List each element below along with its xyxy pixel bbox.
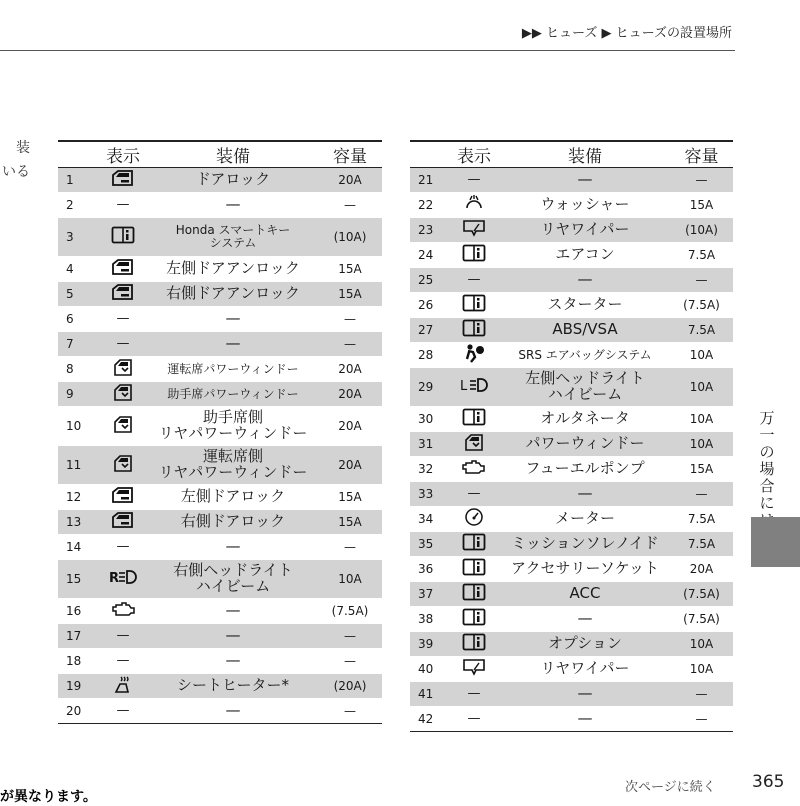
fuse-number: 33	[410, 482, 448, 507]
fuse-capacity: —	[318, 624, 382, 649]
svg-text:R: R	[109, 571, 120, 586]
fuse-capacity: (10A)	[670, 218, 733, 243]
fuse-number: 8	[58, 357, 98, 382]
fuse-capacity: —	[318, 535, 382, 560]
fuse-equipment: フューエルポンプ	[500, 457, 670, 482]
fuse-row	[58, 218, 382, 257]
meter-icon	[463, 507, 485, 531]
fuse-equipment: 右側ヘッドライト ハイビーム	[148, 560, 318, 599]
power-window-icon	[463, 432, 485, 456]
fuse-display	[98, 485, 148, 510]
fuse-capacity: —	[670, 707, 733, 732]
fuse-equipment: —	[148, 624, 318, 649]
fuse-row	[410, 268, 733, 293]
fuse-table-right	[410, 140, 733, 732]
fuse-equipment: 左側ドアアンロック	[148, 257, 318, 282]
fuse-capacity: 15A	[318, 257, 382, 282]
fuse-equipment: 右側ドアアンロック	[148, 282, 318, 307]
door-lock-icon	[111, 283, 135, 305]
fuse-row	[410, 432, 733, 457]
fuse-equipment: —	[148, 599, 318, 624]
fuse-display	[98, 407, 148, 446]
fuse-display	[448, 557, 500, 582]
column-header-display: 表示	[98, 141, 148, 168]
fuse-capacity: 10A	[670, 657, 733, 682]
fuse-number: 2	[58, 193, 98, 218]
column-header-capacity: 容量	[318, 141, 382, 168]
info-book-icon	[462, 244, 486, 266]
fuse-capacity: 20A	[670, 557, 733, 582]
fuse-display	[448, 218, 500, 243]
fuse-equipment: パワーウィンドー	[500, 432, 670, 457]
fuse-number: 3	[58, 218, 98, 257]
fuse-capacity: —	[670, 168, 733, 193]
seat-heater-icon	[112, 674, 134, 698]
column-header-num	[410, 141, 448, 168]
fuse-number: 5	[58, 282, 98, 307]
fuse-display	[448, 657, 500, 682]
continued-next-page: 次ページに続く	[625, 780, 716, 795]
fuse-display	[448, 293, 500, 318]
fuse-capacity: 20A	[318, 446, 382, 485]
fuse-number: 14	[58, 535, 98, 560]
fuse-number: 39	[410, 632, 448, 657]
fuse-equipment: ABS/VSA	[500, 318, 670, 343]
fuse-number: 6	[58, 307, 98, 332]
fuse-display	[98, 510, 148, 535]
fuse-capacity: (7.5A)	[318, 599, 382, 624]
fuse-row	[58, 407, 382, 446]
fuse-capacity: —	[318, 307, 382, 332]
fuse-number: 21	[410, 168, 448, 193]
fuse-capacity: 15A	[318, 510, 382, 535]
fuse-capacity: 20A	[318, 382, 382, 407]
fuse-capacity: (7.5A)	[670, 582, 733, 607]
fuse-display	[98, 357, 148, 382]
fuse-capacity: 10A	[670, 407, 733, 432]
fuse-capacity: —	[318, 649, 382, 674]
left-headlight-icon	[460, 377, 488, 397]
fuse-display	[448, 507, 500, 532]
fuse-equipment: エアコン	[500, 243, 670, 268]
fuse-equipment: —	[148, 535, 318, 560]
fuse-number: 27	[410, 318, 448, 343]
fuse-row	[58, 307, 382, 332]
fuse-display	[98, 282, 148, 307]
fuse-number: 30	[410, 407, 448, 432]
bottom-text-fragment: が異なります。	[0, 789, 97, 805]
fuse-number: 9	[58, 382, 98, 407]
fuse-equipment: メーター	[500, 507, 670, 532]
fuse-capacity: 20A	[318, 357, 382, 382]
fuse-display	[448, 193, 500, 218]
fuse-equipment: —	[500, 682, 670, 707]
column-header-equipment: 装備	[148, 141, 318, 168]
fuse-equipment: ウォッシャー	[500, 193, 670, 218]
fuse-number: 34	[410, 507, 448, 532]
fuse-number: 15	[58, 560, 98, 599]
fuse-display	[448, 432, 500, 457]
fuse-capacity: —	[670, 482, 733, 507]
fuse-capacity: 10A	[670, 343, 733, 368]
fuse-row	[410, 657, 733, 682]
door-lock-icon	[111, 511, 135, 533]
fuse-capacity: —	[318, 193, 382, 218]
column-header-display: 表示	[448, 141, 500, 168]
fuse-display: —	[98, 535, 148, 560]
fuse-number: 4	[58, 257, 98, 282]
info-book-icon	[462, 408, 486, 430]
fuse-row	[410, 168, 733, 193]
fuse-display	[98, 257, 148, 282]
fuse-capacity: 20A	[318, 168, 382, 193]
fuse-capacity: (20A)	[318, 674, 382, 699]
fuse-capacity: 10A	[318, 560, 382, 599]
fuse-display: —	[448, 682, 500, 707]
fuse-display: —	[98, 332, 148, 357]
airbag-icon	[463, 343, 485, 367]
fuel-pump-icon	[460, 458, 488, 480]
fuse-capacity: 7.5A	[670, 243, 733, 268]
fuse-row	[410, 407, 733, 432]
fuse-number: 28	[410, 343, 448, 368]
fuse-equipment: —	[148, 307, 318, 332]
fuse-display: —	[448, 268, 500, 293]
fuse-capacity: —	[670, 682, 733, 707]
fuse-row	[410, 368, 733, 407]
door-lock-icon	[111, 258, 135, 280]
fuse-number: 37	[410, 582, 448, 607]
info-book-icon	[462, 558, 486, 580]
fuse-row	[58, 282, 382, 307]
fuse-row	[410, 682, 733, 707]
power-window-icon	[112, 414, 134, 438]
fuse-display: —	[98, 649, 148, 674]
fuse-equipment: 左側ドアロック	[148, 485, 318, 510]
page-number: 365	[752, 772, 785, 792]
left-text-fragment: 装	[16, 140, 30, 156]
fuse-row	[410, 632, 733, 657]
fuse-number: 25	[410, 268, 448, 293]
fuse-capacity: (7.5A)	[670, 293, 733, 318]
fuse-display	[448, 532, 500, 557]
fuse-number: 17	[58, 624, 98, 649]
fuse-display	[448, 407, 500, 432]
fuse-row	[58, 332, 382, 357]
info-book-icon	[462, 633, 486, 655]
info-book-icon	[111, 226, 135, 248]
fuse-row	[410, 318, 733, 343]
fuse-display: —	[98, 624, 148, 649]
fuse-capacity: 15A	[318, 282, 382, 307]
info-book-icon	[462, 294, 486, 316]
fuse-equipment: SRS エアバッグシステム	[500, 343, 670, 368]
fuse-display	[98, 168, 148, 193]
fuse-display	[448, 607, 500, 632]
fuse-capacity: 15A	[318, 485, 382, 510]
fuse-number: 35	[410, 532, 448, 557]
fuse-capacity: (7.5A)	[670, 607, 733, 632]
fuse-row	[410, 557, 733, 582]
fuse-number: 19	[58, 674, 98, 699]
fuse-row	[410, 707, 733, 732]
fuse-row	[58, 168, 382, 193]
fuse-number: 42	[410, 707, 448, 732]
fuse-number: 29	[410, 368, 448, 407]
fuse-row	[58, 624, 382, 649]
fuse-equipment: —	[148, 699, 318, 724]
fuse-row	[410, 243, 733, 268]
fuse-row	[410, 218, 733, 243]
fuse-number: 7	[58, 332, 98, 357]
fuse-number: 32	[410, 457, 448, 482]
fuse-row	[58, 257, 382, 282]
fuse-number: 16	[58, 599, 98, 624]
power-window-icon	[112, 357, 134, 381]
fuse-equipment: 運転席パワーウィンドー	[148, 357, 318, 382]
fuse-equipment: Honda スマートキー システム	[148, 218, 318, 257]
info-book-icon	[462, 319, 486, 341]
fuse-capacity: 15A	[670, 193, 733, 218]
fuse-capacity: —	[670, 268, 733, 293]
fuse-capacity: 10A	[670, 368, 733, 407]
fuse-capacity: 7.5A	[670, 507, 733, 532]
fuse-equipment: 助手席パワーウィンドー	[148, 382, 318, 407]
fuse-display	[98, 674, 148, 699]
fuse-equipment: —	[500, 482, 670, 507]
info-book-icon	[462, 533, 486, 555]
fuse-equipment: ACC	[500, 582, 670, 607]
fuse-display: —	[98, 699, 148, 724]
breadcrumb: ▶▶ ヒューズ ▶ ヒューズの設置場所	[521, 26, 732, 41]
fuse-row	[58, 357, 382, 382]
fuse-display	[448, 343, 500, 368]
fuse-capacity: 15A	[670, 457, 733, 482]
fuse-display	[448, 243, 500, 268]
fuse-equipment: 右側ドアロック	[148, 510, 318, 535]
power-window-icon	[112, 453, 134, 477]
column-header-num	[58, 141, 98, 168]
fuse-equipment: ミッションソレノイド	[500, 532, 670, 557]
fuse-number: 36	[410, 557, 448, 582]
fuse-equipment: —	[500, 268, 670, 293]
fuse-equipment: リヤワイパー	[500, 218, 670, 243]
fuse-row	[410, 532, 733, 557]
fuse-row	[58, 560, 382, 599]
door-lock-icon	[111, 486, 135, 508]
fuse-capacity: 7.5A	[670, 532, 733, 557]
fuse-equipment: 助手席側 リヤパワーウィンドー	[148, 407, 318, 446]
column-header-equipment: 装備	[500, 141, 670, 168]
rear-wiper-icon	[462, 219, 486, 241]
fuse-display	[448, 632, 500, 657]
fuse-equipment: シートヒーター*	[148, 674, 318, 699]
fuse-row	[410, 343, 733, 368]
fuse-number: 18	[58, 649, 98, 674]
fuse-row	[58, 599, 382, 624]
fuse-display: —	[448, 168, 500, 193]
fuse-display	[98, 218, 148, 257]
svg-text:L: L	[460, 379, 468, 394]
fuse-row	[58, 193, 382, 218]
fuse-display	[98, 560, 148, 599]
header-divider	[0, 50, 735, 51]
fuse-equipment: —	[500, 607, 670, 632]
fuse-number: 22	[410, 193, 448, 218]
fuse-row	[410, 507, 733, 532]
fuse-display	[98, 382, 148, 407]
fuse-number: 11	[58, 446, 98, 485]
fuse-number: 31	[410, 432, 448, 457]
fuse-row	[410, 582, 733, 607]
fuse-display	[98, 599, 148, 624]
fuse-equipment: 運転席側 リヤパワーウィンドー	[148, 446, 318, 485]
fuse-row	[410, 482, 733, 507]
fuse-number: 1	[58, 168, 98, 193]
fuse-number: 41	[410, 682, 448, 707]
fuse-equipment: —	[500, 168, 670, 193]
side-tab-marker	[751, 517, 800, 567]
fuse-number: 20	[58, 699, 98, 724]
fuse-display: —	[98, 307, 148, 332]
fuse-capacity: —	[318, 332, 382, 357]
fuse-row	[410, 457, 733, 482]
fuse-equipment: 左側ヘッドライト ハイビーム	[500, 368, 670, 407]
fuse-equipment: オルタネータ	[500, 407, 670, 432]
fuse-row	[58, 535, 382, 560]
fuse-number: 26	[410, 293, 448, 318]
fuse-capacity: —	[318, 699, 382, 724]
right-headlight-icon	[109, 569, 137, 589]
fuse-equipment: —	[148, 332, 318, 357]
fuse-display: —	[448, 707, 500, 732]
fuse-number: 23	[410, 218, 448, 243]
fuse-capacity: 10A	[670, 632, 733, 657]
fuse-display	[448, 368, 500, 407]
fuse-row	[58, 510, 382, 535]
fuse-number: 10	[58, 407, 98, 446]
fuse-display	[98, 446, 148, 485]
engine-check-icon	[110, 600, 136, 622]
fuse-number: 13	[58, 510, 98, 535]
fuse-row	[58, 485, 382, 510]
fuse-row	[410, 193, 733, 218]
info-book-icon	[462, 583, 486, 605]
fuse-display: —	[448, 482, 500, 507]
power-window-icon	[112, 382, 134, 406]
fuse-row	[58, 382, 382, 407]
fuse-number: 38	[410, 607, 448, 632]
fuse-display	[448, 457, 500, 482]
fuse-equipment: スターター	[500, 293, 670, 318]
fuse-equipment: アクセサリーソケット	[500, 557, 670, 582]
fuse-table-left	[58, 140, 382, 724]
fuse-equipment: オプション	[500, 632, 670, 657]
column-header-capacity: 容量	[670, 141, 733, 168]
left-text-fragment: いる	[2, 164, 30, 180]
fuse-row	[410, 293, 733, 318]
fuse-number: 12	[58, 485, 98, 510]
fuse-row	[410, 607, 733, 632]
fuse-row	[58, 674, 382, 699]
door-lock-icon	[111, 169, 135, 191]
washer-icon	[463, 194, 485, 216]
fuse-row	[58, 649, 382, 674]
fuse-equipment: —	[148, 193, 318, 218]
fuse-number: 24	[410, 243, 448, 268]
rear-wiper-icon	[462, 658, 486, 680]
fuse-row	[58, 446, 382, 485]
fuse-capacity: (10A)	[318, 218, 382, 257]
fuse-equipment: リヤワイパー	[500, 657, 670, 682]
fuse-equipment: —	[148, 649, 318, 674]
fuse-equipment: ドアロック	[148, 168, 318, 193]
fuse-equipment: —	[500, 707, 670, 732]
fuse-display	[448, 318, 500, 343]
fuse-row	[58, 699, 382, 724]
fuse-capacity: 20A	[318, 407, 382, 446]
fuse-display: —	[98, 193, 148, 218]
fuse-number: 40	[410, 657, 448, 682]
fuse-display	[448, 582, 500, 607]
info-book-icon	[462, 608, 486, 630]
side-tab-label: 万一の場合に	[759, 409, 775, 512]
fuse-capacity: 10A	[670, 432, 733, 457]
fuse-capacity: 7.5A	[670, 318, 733, 343]
